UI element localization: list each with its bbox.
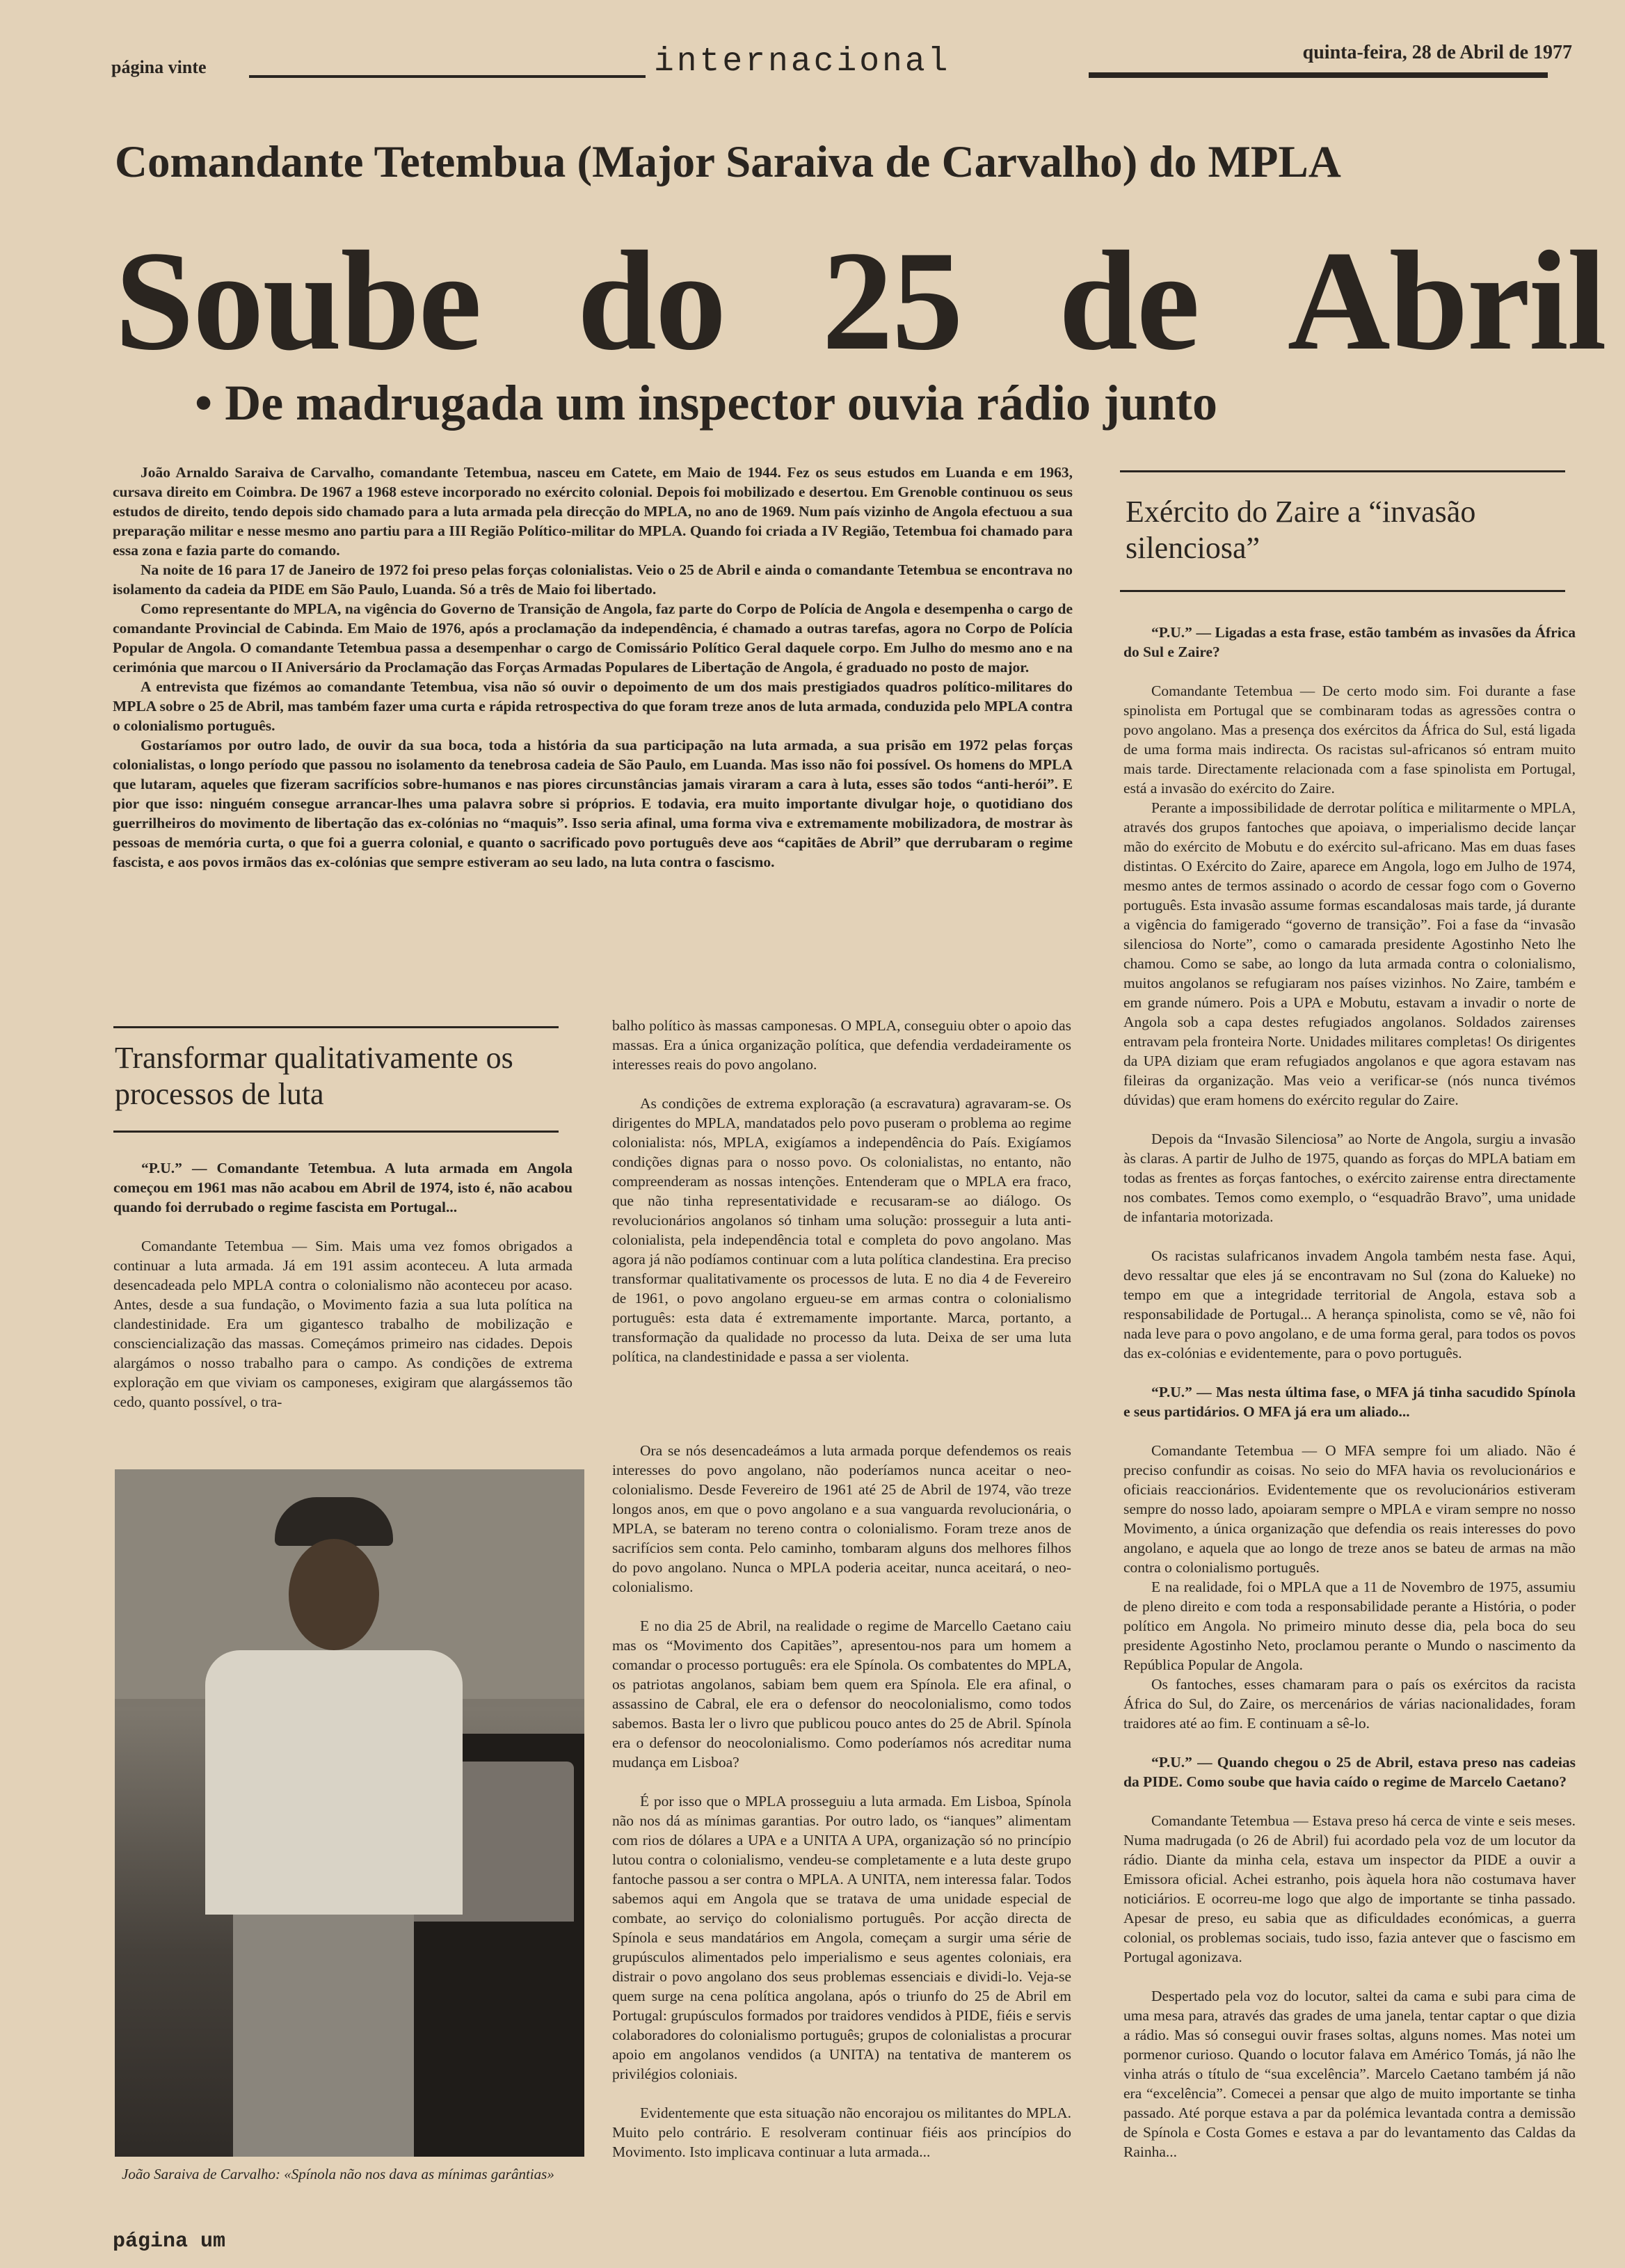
- middle-column-lower: [612, 1441, 1071, 2162]
- middle-paragraph: balho político às massas camponesas. O MPLA, conseguiu obter o apoio das massas. Era a única organização política, que defendia verdadeiramente os interesses reais do povo angolano.: [612, 1017, 1071, 1073]
- middle-paragraph: Ora se nós desencadeámos a luta armada porque defendemos os reais interesses do povo angolano, não poderíamos nunca aceitar o neo-colonialismo. Desde Fevereiro de 1961 até 25 de Abril de 1974, vão treze longos anos, em que o povo angolano e a sua vanguarda revolucionária, o MPLA, se bateram no tereno contra o colonialismo. Foram treze anos de sacrifícios sem conta. Pelo caminho, tombaram alguns dos melhores filhos do povo angolano. Nunca o MPLA poderia aceitar, nunca aceitará, o neo-colonialismo.: [612, 1442, 1071, 1595]
- left-column-heading: Transformar qualitativamente os processos de luta: [115, 1041, 513, 1111]
- sidebar-rule-top: [1120, 470, 1565, 472]
- kicker: Comandante Tetembua (Major Saraiva de Carvalho) do MPLA: [115, 137, 1341, 187]
- sidebar-paragraph: Os racistas sulafricanos invadem Angola também nesta fase. Aqui, devo ressaltar que eles já se encontravam no Sul (zona do Kalueke) no tempo em que a integridade territorial de Angola, estava sob a responsabilidade de Portugal... A herança spinolista, como se vê, não foi nada leve para o povo angolano, e de uma forma geral, para todos os povos das ex-colónias e evidentemente, para o povo português.: [1123, 1247, 1576, 1361]
- middle-paragraph: E no dia 25 de Abril, na realidade o regime de Marcello Caetano caiu mas os “Movimento dos Capitães”, apresentou-nos para um homem a comandar o processo português: era ele Spínola. Os combatentes do MPLA, os patriotas angolanos, sabiam bem quem era Spínola. Ele era afinal, o assassino de Cabral, ele era o defensor do neocolonialismo, como todos sabemos. Basta ler o livro que publicou pouco antes do 25 de Abril. Spínola era o defensor do neocolonialismo. Como poderíamos nós acreditar numa mudança em Lisboa?: [612, 1618, 1071, 1771]
- subhead: • De madrugada um inspector ouvia rádio junto: [195, 375, 1217, 431]
- section-title: internacional: [654, 43, 951, 81]
- sidebar-paragraph: “P.U.” — Mas nesta última fase, o MFA já tinha sacudido Spínola e seus partidários. O MFA já era um aliado...: [1123, 1384, 1576, 1420]
- middle-column-top: [612, 1016, 1071, 1366]
- photo-person: [177, 1497, 386, 2157]
- sidebar-paragraph: Comandante Tetembua — Estava preso há cerca de vinte e seis meses. Numa madrugada (o 26 de Abril) fui acordado pela voz de um locutor da rádio. Diante da minha cela, estava um inspector da PIDE a ouvir a Emissora oficial. Achei estranho, pois àquela hora não costumava haver noticiários. E ocorreu-me logo que algo de importante se tinha passado. Apesar de preso, eu sabia que as dificuldades económicas, a guerra colonial, os problemas sociais, tudo isso, fazia antever que o fascismo em Portugal agonizava.: [1123, 1812, 1576, 1965]
- photo-trousers: [233, 1915, 414, 2157]
- page-folio: página um: [113, 2230, 226, 2253]
- sidebar-paragraph: Comandante Tetembua — O MFA sempre foi um aliado. Não é preciso confundir as coisas. No seio do MFA havia os revolucionários e oficiais reaccionários. Evidentemente que os revolucionários estiveram sempre do nosso lado, apoiaram sempre o MPLA e viram sempre no nosso Movimento, a única organização que defendia os reais interesses do povo angolano, e aquela que ao longo de treze anos se bateu de armas na mão contra o colonialismo português.: [1123, 1442, 1576, 1576]
- portrait-photo: [115, 1469, 584, 2157]
- sidebar-heading: Exército do Zaire a “invasão silenciosa”: [1126, 495, 1476, 565]
- sidebar-paragraph: “P.U.” — Ligadas a esta frase, estão também as invasões da África do Sul e Zaire?: [1123, 624, 1576, 660]
- sidebar-paragraph: Despertado pela voz do locutor, saltei da cama e subi para cima de uma mesa para, através das grades de uma janela, tentar captar o que dizia a rádio. Mas só consegui ouvir frases soltas, alguns nomes. Mas notei um pormenor curioso. Quando o locutor falava em Américo Tomás, já não lhe vinha atrás o título de “sua excelência”. Marcelo Caetano também já não era “excelência”. Comecei a pensar que algo de muito importante se tinha passado. Até porque estava a par da polémica levantada contra a demissão de Spínola e Costa Gomes e estava a par do levantamento das Caldas da Rainha...: [1123, 1988, 1576, 2160]
- sidebar-paragraph: E na realidade, foi o MPLA que a 11 de Novembro de 1975, assumiu de pleno direito e com toda a responsabilidade perante a História, o poder político em Angola. No primeiro minuto desse dia, pela boca do seu presidente Agostinho Neto, proclamou perante o Mundo o nascimento da República Popular de Angola.: [1123, 1579, 1576, 1673]
- sidebar-paragraph: Perante a impossibilidade de derrotar política e militarmente o MPLA, através dos grupos fantoches que apoiava, o imperialismo decide lançar mão do exército de Mobutu e do exército sul-africano. Mas em duas fases distintas. O Exército do Zaire, aparece em Angola, logo em Julho de 1974, mesmo antes de termos assinado o acordo de cessar fogo com o Governo português. Esta invasão assume formas escandalosas mais tarde, já durante a vigência do famigerado “governo de transição”. Foi a fase da “invasão silenciosa do Norte”, como o camarada presidente Agostinho Neto lhe chamou. Como se sabe, ao longo da luta armada contra o colonialismo, muitos angolanos se refugiaram nos países vizinhos. No Zaire, também e em grande número. Pois a UPA e Mobutu, estavam a invadir o norte de Angola sob a capa destes refugiados angolanos. Soldados zairenses entravam pela fronteira Norte. Unidades militares completas! Os dirigentes da UPA diziam que eram refugiados angolanos e que agora estavam nas fileiras da organização. Mas veio a verificar-se (nós nunca tivémos dúvidas) que eram homens do exército regular do Zaire.: [1123, 799, 1576, 1108]
- running-head-rule-right: [1089, 72, 1548, 78]
- middle-paragraph: As condições de extrema exploração (a escravatura) agravaram-se. Os dirigentes do MPLA, mandatados pelo povo puseram o problema ao regime colonialista: nós, MPLA, exigíamos a independência do País. Exigíamos condições dignas para o nosso povo. Os colonialistas, no entanto, não compreenderam as nossas intenções. Entenderam que o MPLA era fraco, que não tinha representatividade e recusaram-se ao diálogo. Os revolucionários angolanos só tinham uma solução: prosseguir a luta anti-colonialista, pela independência total e completa do povo angolano. Mas agora já não podíamos continuar com a luta política clandestina. Era preciso transformar qualitativamente os processos de luta. E no dia 4 de Fevereiro de 1961, o povo angolano ergueu-se em armas contra o colonialismo português: esta data é extremamente importante. Marca, portanto, a transformação da qualidade no processo da luta. Deixa de ser uma luta política, na clandestinidade e passa a ser violenta.: [612, 1095, 1071, 1365]
- intro-paragraph: João Arnaldo Saraiva de Carvalho, comandante Tetembua, nasceu em Catete, em Maio de 1944. Fez os seus estudos em Luanda e em 1963, cursava direito em Coimbra. De 1967 a 1968 esteve incorporado no exército colonial. Depois foi mobilizado e desertou. Em Grenoble continuou os seus estudos de direito, tendo depois sido chamado para a luta armada pela direcção do MPLA, no ano de 1969. Num país vizinho de Angola efectuou a sua preparação militar e nesse mesmo ano partiu para a III Região Político-militar do MPLA. Quando foi criada a IV Região, Tetembua foi chamado para essa zona e fazia parte do comando.: [113, 464, 1073, 559]
- running-head-rule-left: [249, 75, 646, 78]
- headline: Soube do 25 de Abril: [115, 222, 1606, 380]
- sidebar-rule-bottom: [1120, 590, 1565, 592]
- photo-caption: João Saraiva de Carvalho: «Spínola não nos dava as mínimas garântias»: [122, 2166, 554, 2182]
- left-heading-rule-bottom: [113, 1131, 559, 1133]
- running-head: [111, 40, 1572, 96]
- intro-paragraph: Na noite de 16 para 17 de Janeiro de 1972 foi preso pelas forças colonialistas. Veio o 25 de Abril e ainda o comandante Tetembua se encontrava no isolamento da cadeia da PIDE em São Paulo, Luanda. Só a três de Maio foi libertado.: [113, 561, 1073, 598]
- sidebar-paragraph: Depois da “Invasão Silenciosa” ao Norte de Angola, surgiu a invasão às claras. A partir de Julho de 1975, quando as forças do MPLA batiam em todas as frentes as forças fantoches, o exército zairense entra directamente nos combates. Temos como exemplo, o “esquadrão Bravo”, uma unidade de infantaria motorizada.: [1123, 1131, 1576, 1225]
- left-column-body: [113, 1158, 573, 1412]
- left-heading-rule-top: [113, 1026, 559, 1028]
- sidebar-body: [1123, 623, 1576, 2162]
- sidebar-paragraph: “P.U.” — Quando chegou o 25 de Abril, estava preso nas cadeias da PIDE. Como soube que havia caído o regime de Marcelo Caetano?: [1123, 1754, 1576, 1790]
- photo-shirt: [205, 1650, 463, 1915]
- sidebar-paragraph: Comandante Tetembua — De certo modo sim. Foi durante a fase spinolista em Portugal que se combinaram todas as agressões contra o povo angolano. Mas a presença dos exércitos da África do Sul, está ligada de uma forma mais indirecta. Os racistas sul-africanos só entram muito mais tarde. Directamente relacionada com a fase spinolista em Portugal, está a invasão do exército do Zaire.: [1123, 682, 1576, 797]
- sidebar-paragraph: Os fantoches, esses chamaram para o país os exércitos da racista África do Sul, do Zaire, os mercenários de várias nacionalidades, foram traidores até ao fim. E continuam a sê-lo.: [1123, 1676, 1576, 1732]
- photo-head: [289, 1539, 379, 1650]
- intro-paragraph: A entrevista que fizémos ao comandante Tetembua, visa não só ouvir o depoimento de um dos mais prestigiados quadros político-militares do MPLA sobre o 25 de Abril, mas também fazer uma curta e rápida retrospectiva do que foram treze anos de luta armada, conduzida pelo MPLA contra o colonialismo português.: [113, 678, 1073, 734]
- intro-paragraph: Como representante do MPLA, na vigência do Governo de Transição de Angola, faz parte do Corpo de Polícia de Angola e desempenha o cargo de comandante Provincial de Cabinda. Em Maio de 1976, após a proclamação da independência, é chamado a outras tarefas, agora no Corpo de Polícia Popular de Angola. O comandante Tetembua passa a desempenhar o cargo de Comissário Político Geral daquele corpo. Em Julho do mesmo ano e na cerimónia que marcou o II Aniversário da Proclamação das Forças Armadas Populares de Libertação de Angola, é graduado no posto de major.: [113, 600, 1073, 676]
- middle-paragraph: Evidentemente que esta situação não encorajou os militantes do MPLA. Muito pelo contrário. E resolveram continuar fiéis aos princípios do Movimento. Isto implicava continuar a luta armada...: [612, 2105, 1071, 2160]
- left-paragraph: Comandante Tetembua — Sim. Mais uma vez fomos obrigados a continuar a luta armada. Já em 191 assim aconteceu. A luta armada desencadeada pelo MPLA contra o colonialismo não aconteceu por acaso. Antes, desde a sua fundação, o Movimento fazia a sua luta política na clandestinidade. Era um gigantesco trabalho de mobilização e consciencialização das massas. Começámos primeiro nas cidades. Depois alargámos o nosso trabalho para o campo. As condições de extrema exploração em que viviam os camponeses, exigiram que alargássemos tão cedo, quanto possível, o tra-: [113, 1238, 573, 1410]
- issue-date: quinta-feira, 28 de Abril de 1977: [1302, 42, 1572, 63]
- intro-paragraph: Gostaríamos por outro lado, de ouvir da sua boca, toda a história da sua participação na luta armada, a sua prisão em 1972 pelas forças colonialistas, o longo período que passou no isolamento da tenebrosa cadeia de São Paulo, em Luanda. Mas isso não foi possível. Os homens do MPLA que lutaram, aqueles que fizeram sacrifícios sobre-humanos e nas piores circunstâncias jamais viraram a cara à luta, esses são todos “anti-herói”. E pior que isso: ninguém consegue arrancar-lhes uma palavra sobre si próprios. E todavia, era muito importante divulgar hoje, o quotidiano dos guerrilheiros do movimento de libertação das ex-colónias no “maquis”. Isso seria afinal, uma forma viva e extremamente mobilizadora, de mostrar às pessoas de memória curta, o que foi a guerra colonial, e quanto o sacrificado povo português deve aos “capitães de Abril” que derrubaram o regime fascista, e aos povos irmãos das ex-colónias que sempre estiveram ao seu lado, na luta contra o fascismo.: [113, 737, 1073, 870]
- intro-text: [113, 463, 1073, 872]
- middle-paragraph: É por isso que o MPLA prosseguiu a luta armada. Em Lisboa, Spínola não nos dá as mínimas garantias. Por outro lado, os “ianques” alimentam com rios de dólares a UPA e a UNITA A UPA, organização só no princípio lutou contra o colonialismo, vendeu-se completamente e a luta deste grupo fantoche passou a ser contra o MPLA. A UNITA, nem interessa falar. Todos sabemos aqui em Angola que se tratava de uma unidade especial de combate, ao serviço do colonialismo português. Por acção directa de Spínola e seus mandatários em Angola, começam a surgir uma série de grupúsculos alimentados pelo imperialismo e seus agentes coloniais, era distrair o povo angolano dos seus problemas essenciais e dividi-lo. Veja-se quem surge na cena política angolana, após o triunfo do 25 de Abril em Portugal: grupúsculos formados por traidores vendidos à PIDE, fiéis e servis colaboradores do colonialismo português; grupos de colonialistas a procurar apoio em angolanos vendidos (a UNITA) na tentativa de manterem os privilégios coloniais.: [612, 1793, 1071, 2082]
- left-paragraph: “P.U.” — Comandante Tetembua. A luta armada em Angola começou em 1961 mas não acabou em Abril de 1974, isto é, não acabou quando foi derrubado o regime fascista em Portugal...: [113, 1160, 573, 1215]
- page-label: página vinte: [111, 57, 207, 77]
